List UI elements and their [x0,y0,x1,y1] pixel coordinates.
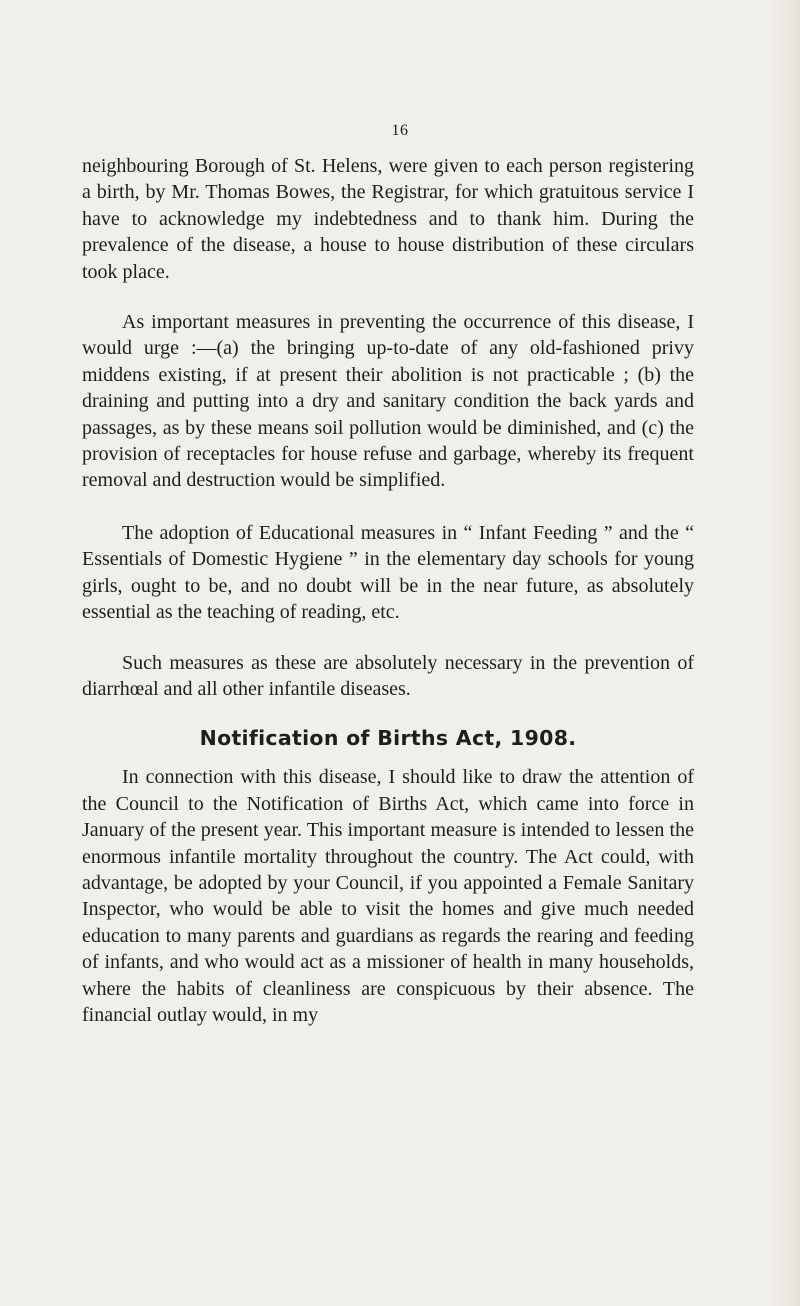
paragraph-registration-circulars: neighbouring Borough of St. Helens, were given to each person registering a birth, by Mr. Thomas Bowes, the Registrar, for which gratuitous service I have to acknowledge my indebtedness and to thank him. During the prevalence of the disease, a house to house distribution of these circulars took place. [82,155,694,283]
paragraph-notification-act: In connection with this disease, I should like to draw the attention of the Council to the Notification of Births Act, which came into force in January of the present year. This important measure is intended to lessen the enormous infantile mortality throughout the country. The Act could, with advantage, be adopted by your Council, if you appointed a Female Sanitary Inspector, who would be able to visit the homes and give much needed education to many parents and guardians as regards the rearing and feeding of infants, and who would act as a missioner of health in many households, where the habits of cleanliness are conspicuous by their absence. The financial outlay would, in my [82,766,694,1026]
page-body [82,153,694,1028]
paragraph-educational-measures: The adoption of Educational measures in “ Infant Feeding ” and the “ Essentials of Domestic Hygiene ” in the elementary day schools for young girls, ought to be, and no doubt will be in the near future, as absolutely essential as the teaching of reading, etc. [82,521,694,624]
section-heading: Notification of Births Act, 1908. [199,726,577,751]
page-number: 16 [391,122,409,139]
paragraph-necessity-statement: Such measures as these are absolutely necessary in the prevention of diarrhœal and all other infantile diseases. [82,651,694,700]
paragraph-preventive-measures: As important measures in preventing the occurrence of this disease, I would urge :—(a) the bringing up-to-date of any old-fashioned privy middens existing, if at present their abolition is not practicable ; (b) the draining and putting into a dry and sanitary condition the back yards and passages, as by these means soil pollution would be diminished, and (c) the provision of receptacles for house refuse and garbage, whereby its frequent removal and destruction would be simplified. [82,311,694,492]
